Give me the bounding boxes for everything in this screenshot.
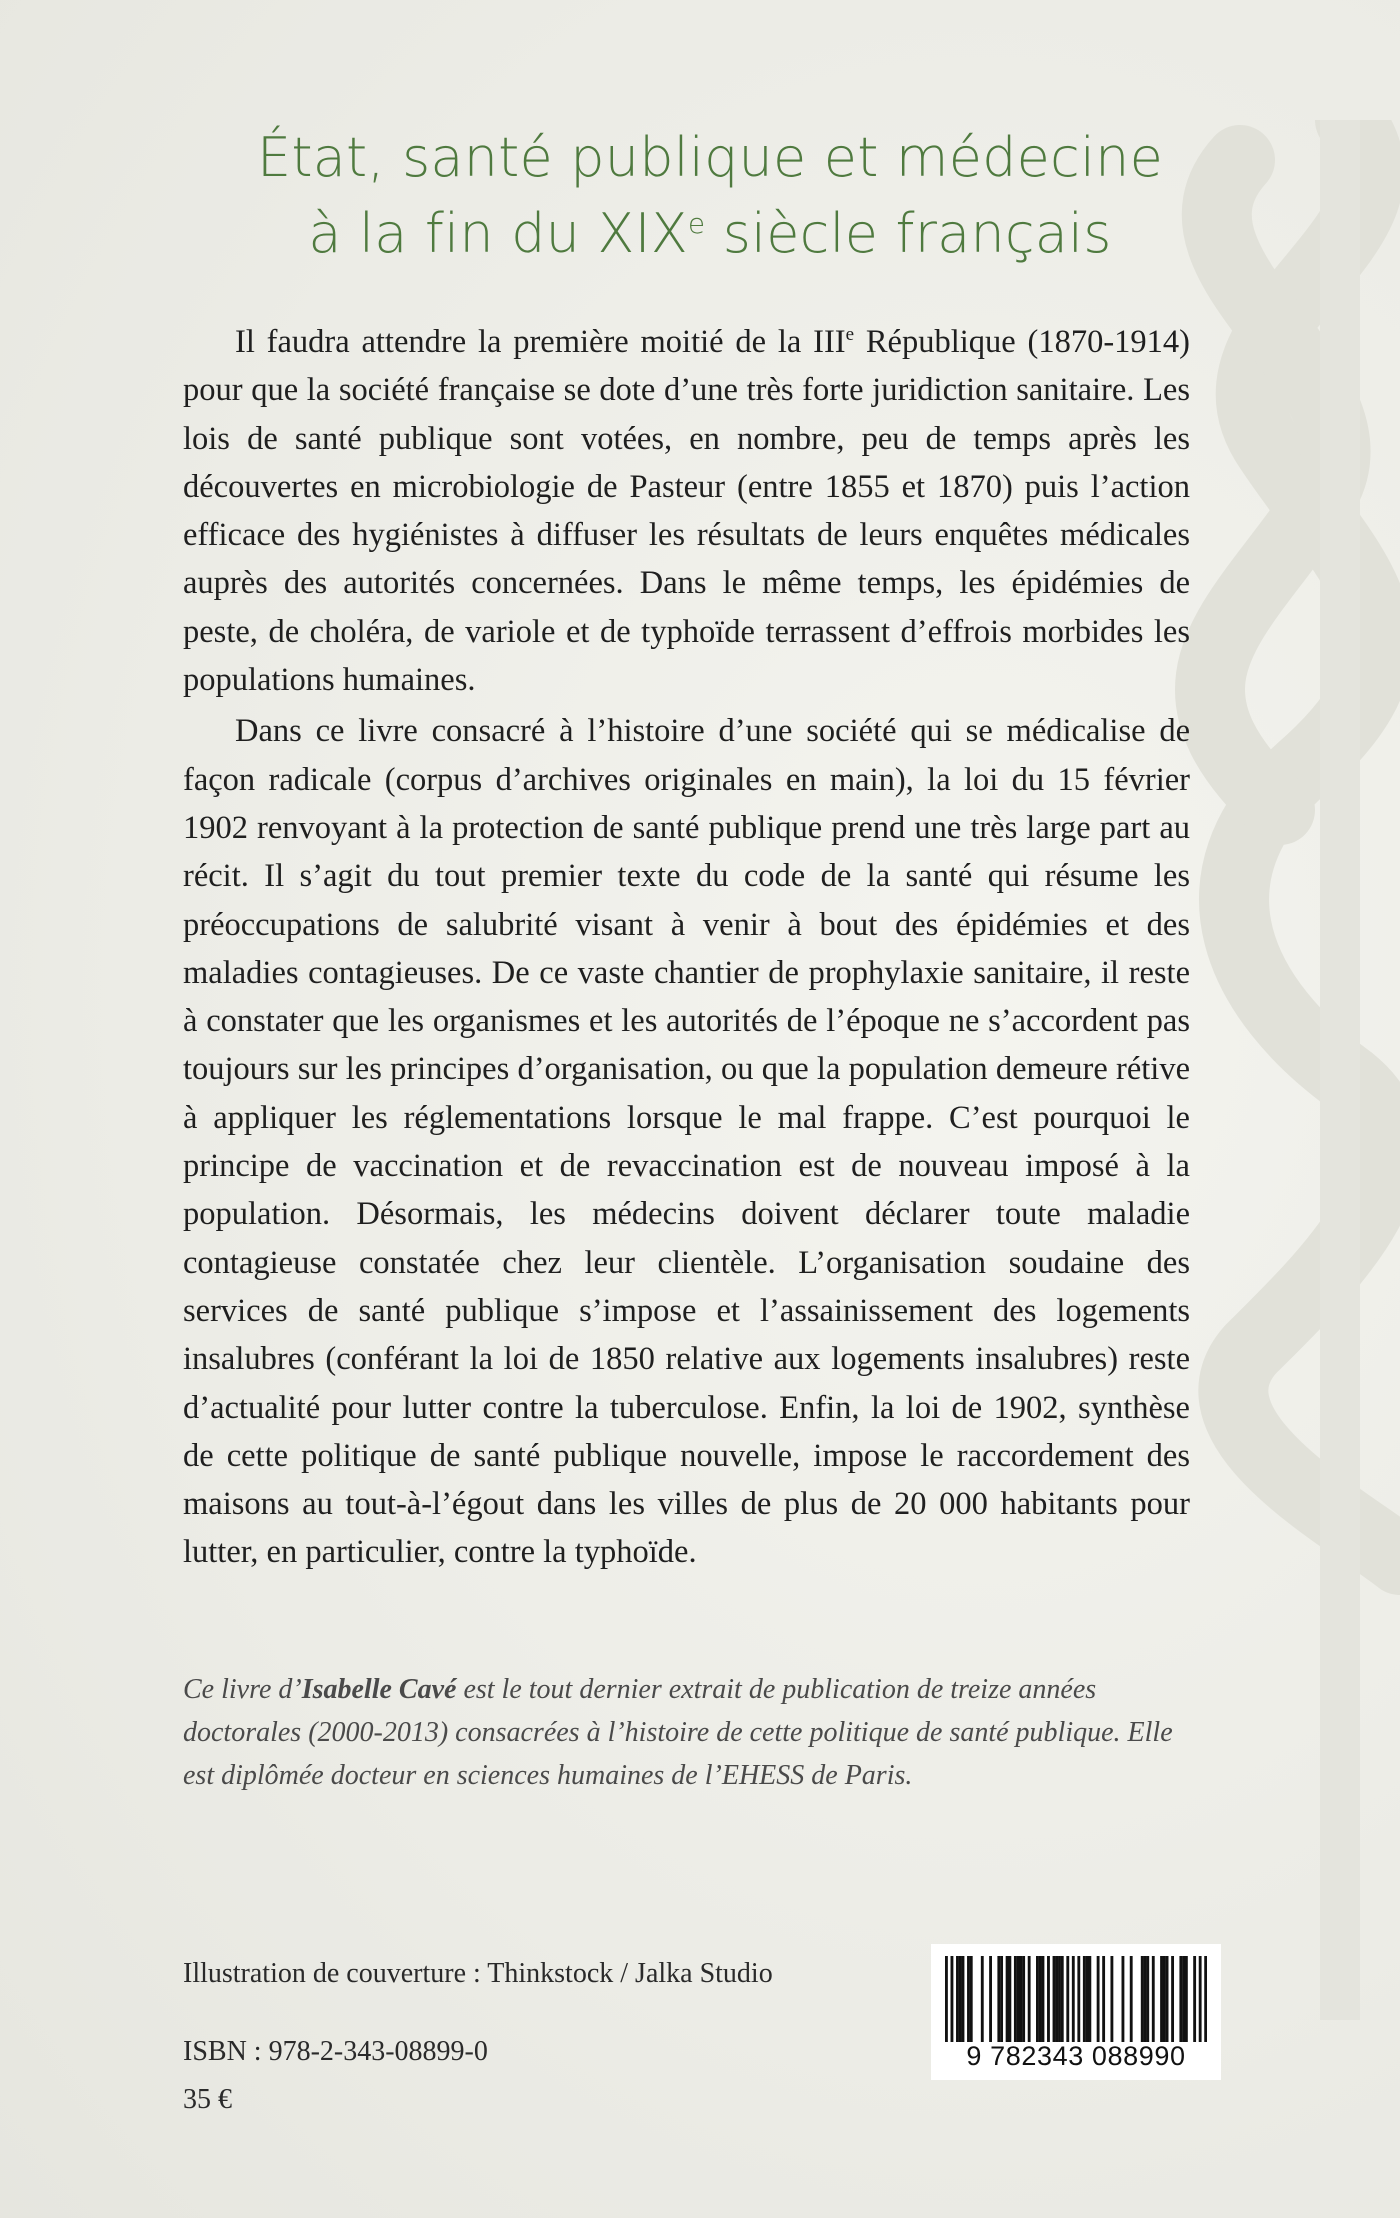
barcode-bar <box>1022 1956 1025 2042</box>
barcode-bar <box>1160 1956 1163 2042</box>
barcode-bar <box>989 1956 992 2042</box>
barcode-bar <box>951 1956 954 2042</box>
barcode-bar <box>1179 1956 1182 2042</box>
barcode-bar <box>1182 1956 1185 2042</box>
barcode-bar <box>981 1956 984 2042</box>
cover-credit: Illustration de couverture : Thinkstock / Jalka Studio <box>183 1958 773 1989</box>
barcode-bar <box>1028 1956 1031 2042</box>
barcode-bar <box>1122 1956 1125 2042</box>
isbn: ISBN : 978-2-343-08899-0 <box>183 2036 488 2067</box>
paragraph-1-superscript: e <box>845 324 855 346</box>
barcode-bar <box>1053 1956 1056 2042</box>
barcode-bar <box>1166 1956 1169 2042</box>
barcode-bar <box>967 1956 970 2042</box>
back-cover-text <box>183 318 1190 1580</box>
barcode-bars <box>945 1956 1207 2042</box>
barcode-bar <box>1146 1956 1149 2042</box>
barcode-bar <box>1039 1956 1042 2042</box>
barcode-bar <box>1017 1956 1020 2042</box>
barcode-bar <box>1036 1956 1039 2042</box>
author-note-start: Ce livre d’ <box>183 1674 302 1705</box>
barcode-bar <box>945 1956 948 2042</box>
barcode-bar <box>1086 1956 1089 2042</box>
barcode-bar <box>997 1956 1000 2042</box>
barcode-bar <box>1204 1956 1207 2042</box>
barcode-bar <box>959 1956 962 2042</box>
paragraph-1 <box>183 318 1190 704</box>
barcode-bar <box>956 1956 959 2042</box>
author-name: Isabelle Cavé <box>301 1674 457 1705</box>
barcode-bar <box>1110 1956 1113 2042</box>
barcode-bar <box>1088 1956 1091 2042</box>
barcode-bar <box>1141 1956 1144 2042</box>
price: 35 € <box>183 2084 232 2115</box>
barcode-bar <box>1042 1956 1045 2042</box>
author-note <box>183 1668 1190 1797</box>
barcode-bar <box>970 1956 973 2042</box>
barcode-bar <box>1077 1956 1080 2042</box>
barcode-bar <box>1130 1956 1133 2042</box>
barcode-bar <box>962 1956 965 2042</box>
barcode-bar <box>1055 1956 1058 2042</box>
barcode-bar <box>1061 1956 1064 2042</box>
barcode <box>931 1944 1221 2080</box>
barcode-bar <box>1193 1956 1196 2042</box>
barcode-bar <box>1006 1956 1009 2042</box>
title-line-2-end: siècle français <box>705 202 1112 265</box>
barcode-bar <box>1014 1956 1017 2042</box>
barcode-bar <box>1199 1956 1202 2042</box>
barcode-bar <box>1058 1956 1061 2042</box>
barcode-bar <box>1000 1956 1003 2042</box>
barcode-bar <box>1102 1956 1105 2042</box>
barcode-bar <box>1144 1956 1147 2042</box>
barcode-bar <box>1047 1956 1050 2042</box>
barcode-bar <box>1072 1956 1075 2042</box>
title-line-2-start: à la fin du XIX <box>308 202 688 265</box>
book-title <box>230 120 1190 272</box>
title-superscript: e <box>687 207 706 240</box>
barcode-digits: 9 782343 088990 <box>966 2041 1186 2071</box>
barcode-bar <box>1171 1956 1174 2042</box>
barcode-bar <box>1083 1956 1086 2042</box>
barcode-bar <box>1152 1956 1155 2042</box>
paragraph-2: Dans ce livre consacré à l’histoire d’une société qui se médicalise de façon radicale (corpus d’archives originales en main), la loi du 15 février 1902 renvoyant à la protection de santé publique prend une très large part au récit. Il s’agit du tout premier texte du code de la santé qui résume les préoccupations de salubrité visant à venir à bout des épidémies et des maladies contagieuses. De ce vaste chantier de prophylaxie sanitaire, il reste à constater que les organismes et les autorités de l’époque ne s’accordent pas toujours sur les principes d’organisation, ou que la population demeure rétive à appliquer les réglementations lorsque le mal frappe. C’est pourquoi le principe de vaccination et de revaccination est de nouveau imposé à la population. Désormais, les médecins doivent déclarer toute maladie contagieuse constatée chez leur clientèle. L’organisation soudaine des services de santé publique s’impose et l’assainissement des logements insalubres (conférant la loi de 1850 relative aux logements insalubres) reste d’actualité pour lutter contre la tuberculose. Enfin, la loi de 1902, synthèse de cette politique de santé publique nouvelle, impose le raccordement des maisons au tout-à-l’égout dans les villes de plus de 20 000 habitants pour lutter, en particulier, contre la typhoïde. <box>183 713 1190 1571</box>
author-note-rest: est le tout dernier extrait de publication de treize années doctorales (2000-2013) consacrées à l’histoire de cette politique de santé publique. Elle est diplômée docteur en sciences humaines de l’EHESS de Paris. <box>183 1674 1173 1791</box>
barcode-bar <box>1185 1956 1188 2042</box>
title-line-1: État, santé publique et médecine <box>257 126 1163 189</box>
paragraph-1-rest: République (1870-1914) pour que la société française se dote d’une très forte juridiction sanitaire. Les lois de santé publique sont votées, en nombre, peu de temps après les découvertes en microbiologie de Pasteur (entre 1855 et 1870) puis l’action efficace des hygiénistes à diffuser les résultats de leurs enquêtes médicales auprès des autorités concernées. Dans le même temps, les épidémies de peste, de choléra, de variole et de typhoïde terrassent d’effrois morbides les populations humaines. <box>183 324 1190 699</box>
barcode-bar <box>1019 1956 1022 2042</box>
barcode-bar <box>1097 1956 1100 2042</box>
title-line-2 <box>230 196 1190 272</box>
paragraph-1-start: Il faudra attendre la première moitié de la III <box>235 324 846 360</box>
barcode-bar <box>1066 1956 1069 2042</box>
barcode-bar <box>1163 1956 1166 2042</box>
barcode-bar <box>1008 1956 1011 2042</box>
